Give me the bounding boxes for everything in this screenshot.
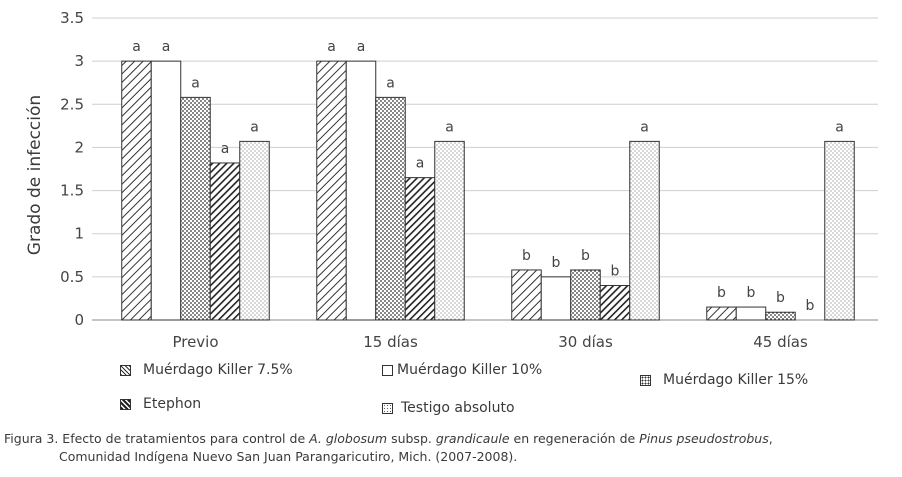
y-tick-label: 2.5 [60,95,84,114]
bar [405,178,435,320]
legend-item-mk15 [640,372,808,388]
bar [210,163,240,320]
bar [435,141,465,320]
legend-item-mk10 [382,362,542,378]
legend-item-testigo [382,400,515,416]
bar-label: a [327,39,336,56]
bar [151,61,181,320]
y-axis-label: Grado de infección [25,94,45,256]
y-tick-label: 3.5 [60,9,84,27]
bar-label: a [445,119,454,136]
caption-text: subsp. [387,431,436,446]
figure-caption [4,430,899,466]
bar [512,270,542,320]
x-tick-label: 15 días [363,333,418,351]
bar-label: b [581,247,590,264]
bar [122,61,152,320]
y-tick-label: 0 [74,311,84,329]
legend-label: Muérdago Killer 15% [663,372,809,388]
bar-label: b [805,298,815,314]
legend-swatch [382,403,393,414]
bar [376,97,406,320]
legend-label: Etephon [143,396,202,412]
bar-label: a [191,75,200,92]
y-tick-label: 1.5 [60,181,84,200]
legend-item-mk75 [120,362,293,378]
x-tick-label: Previo [172,333,219,351]
bar-label: a [220,140,230,157]
legend-swatch [382,365,393,376]
bar-label: b [717,285,726,302]
x-tick-label: 30 días [558,333,613,351]
legend-swatch [640,375,651,386]
caption-text: Efecto de tratamientos para control de [62,431,310,446]
x-tick-labels [172,333,807,351]
caption-subspecies: grandicaule [435,431,510,446]
legend-swatch [120,399,131,410]
y-tick-label: 0.5 [60,267,84,286]
bar [736,307,766,320]
bar [571,270,601,320]
y-tick-labels [60,9,84,329]
bar [825,141,855,320]
bar-label: a [132,39,141,56]
y-tick-label: 3 [74,52,84,71]
bar [181,97,211,320]
caption-text: en regeneración de [509,431,640,446]
caption-species: A. globosum [309,431,388,446]
bar [707,307,737,320]
legend-item-etephon [120,396,201,412]
y-tick-label: 1 [74,224,84,243]
caption-line-2: Comunidad Indígena Nuevo San Juan Parangaricutiro, Mich. (2007-2008). [59,449,518,464]
legend-label: Muérdago Killer 10% [397,362,543,378]
bar-label: a [415,155,425,172]
legend-swatch [120,365,131,376]
caption-pinus: Pinus pseudostrobus [639,431,769,446]
bar [541,277,571,320]
bar [240,141,270,320]
bar-label: a [250,119,259,136]
x-tick-label: 45 días [753,333,808,351]
bar-label: b [551,254,561,271]
bar-label: b [610,263,620,280]
bar-label: a [356,39,366,56]
caption-prefix: Figura 3. [4,431,63,446]
legend-label: Muérdago Killer 7.5% [143,362,293,378]
bar-label: b [746,285,756,302]
bar-label: b [522,247,531,264]
caption-line-1 [4,430,899,448]
bar [346,61,376,320]
bar [317,61,347,320]
bar-label: a [640,119,649,136]
bar-label: a [835,119,844,136]
y-tick-label: 2 [74,138,84,157]
caption-text: , [768,431,773,446]
bar [630,141,660,320]
bar-label: a [386,75,395,92]
bar [766,312,796,320]
bar-label: b [776,290,785,307]
bar [600,285,630,320]
legend-label: Testigo absoluto [401,400,515,416]
bar-label: a [161,39,171,56]
